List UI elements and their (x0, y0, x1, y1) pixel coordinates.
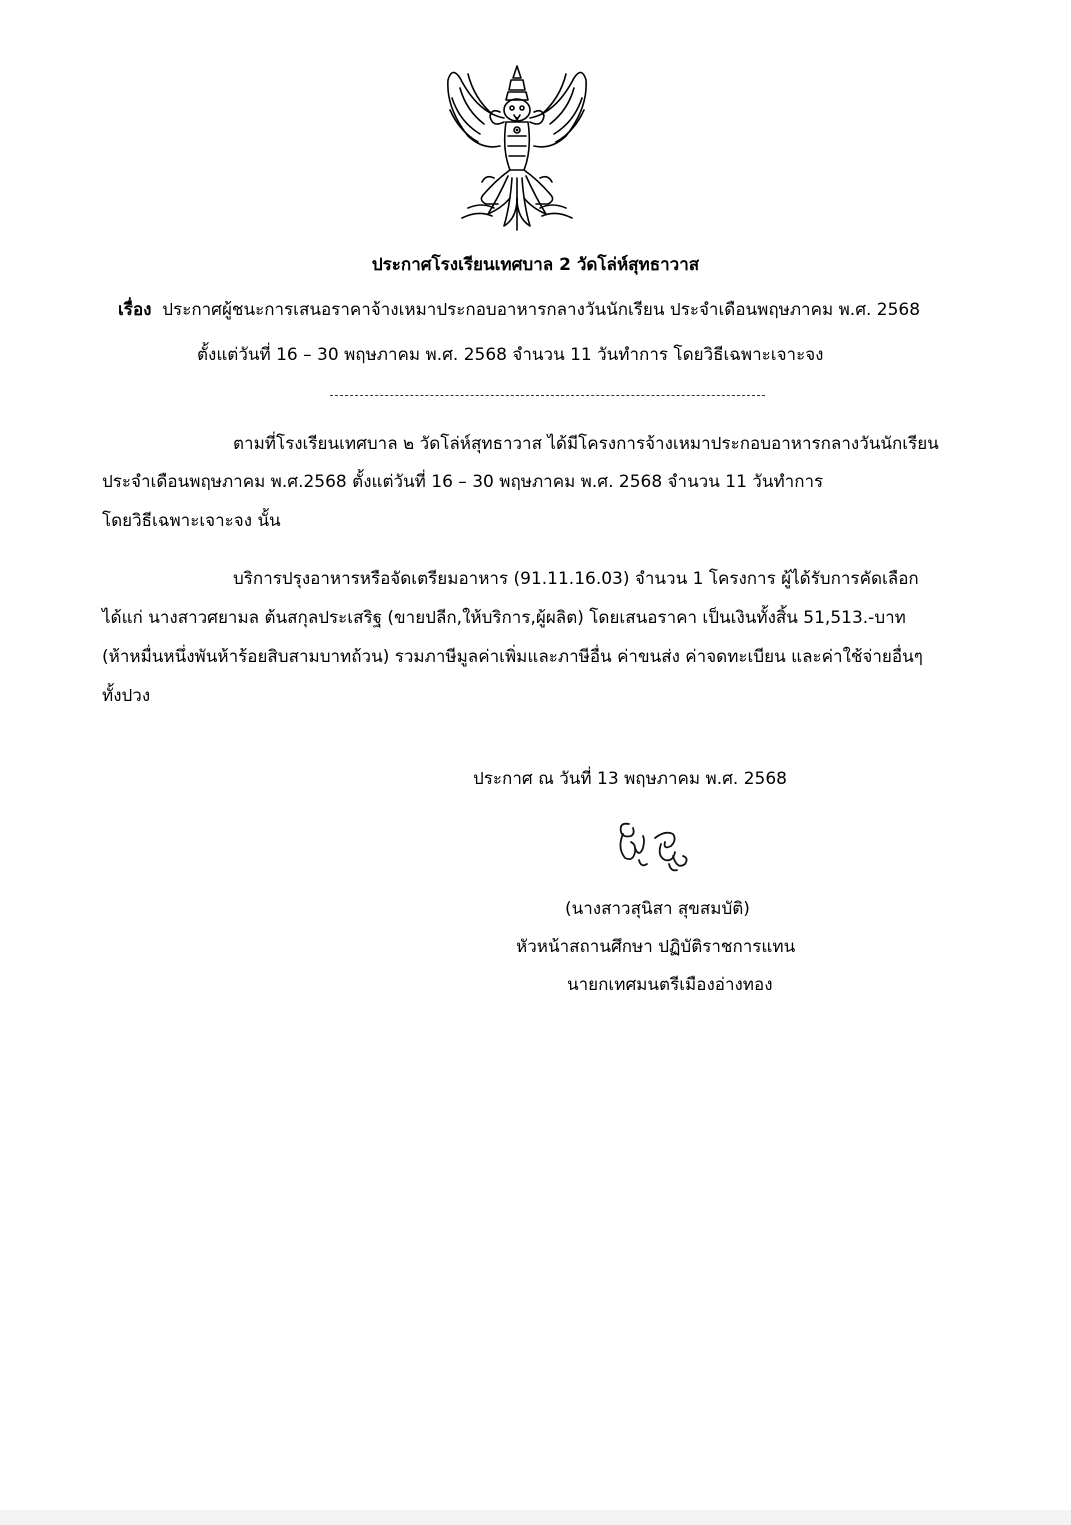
para2-line-4: ทั้งปวง (102, 686, 151, 706)
subject-label: เรื่อง (118, 300, 152, 320)
garuda-emblem-icon (438, 58, 596, 234)
signer-name: (นางสาวสุนิสา สุขสมบัติ) (565, 899, 750, 919)
signer-position-2: นายกเทศมนตรีเมืองอ่างทอง (567, 975, 773, 995)
para2-line-3: (ห้าหมื่นหนึ่งพันห้าร้อยสิบสามบาทถ้วน) รวมภาษีมูลค่าเพิ่มและภาษีอื่น ค่าขนส่ง ค่าจดทะเบียน และค่าใช้จ่ายอื่นๆ (102, 647, 923, 667)
para2-line-1: บริการปรุงอาหารหรือจัดเตรียมอาหาร (91.11.16.03) จำนวน 1 โครงการ ผู้ได้รับการคัดเลือก (233, 569, 919, 589)
para1-line-3: โดยวิธีเฉพาะเจาะจง นั้น (102, 511, 281, 531)
para1-line-2: ประจำเดือนพฤษภาคม พ.ศ.2568 ตั้งแต่วันที่ 16 – 30 พฤษภาคม พ.ศ. 2568 จำนวน 11 วันทำการ (102, 472, 824, 492)
para1-line-1: ตามที่โรงเรียนเทศบาล ๒ วัดโล่ห์สุทธาวาส ได้มีโครงการจ้างเหมาประกอบอาหารกลางวันนักเรียน (233, 434, 939, 454)
signature-image (603, 818, 703, 880)
para2-line-2: ได้แก่ นางสาวศยามล ต้นสกุลประเสริฐ (ขายปลีก,ให้บริการ,ผู้ผลิต) โดยเสนอราคา เป็นเงินทั้งสิ้น 51,513.-บาท (102, 608, 906, 628)
announcement-title: ประกาศโรงเรียนเทศบาล 2 วัดโล่ห์สุทธาวาส (371, 255, 700, 275)
dashed-separator (330, 395, 765, 396)
subject-text-1: ประกาศผู้ชนะการเสนอราคาจ้างเหมาประกอบอาหารกลางวันนักเรียน ประจำเดือนพฤษภาคม พ.ศ. 2568 (162, 300, 921, 320)
announce-date: ประกาศ ณ วันที่ 13 พฤษภาคม พ.ศ. 2568 (473, 769, 787, 789)
signer-position-1: หัวหน้าสถานศึกษา ปฏิบัติราชการแทน (516, 937, 796, 957)
subject-line-1 (118, 298, 920, 322)
page-bottom-edge (0, 1510, 1071, 1525)
subject-line-2: ตั้งแต่วันที่ 16 – 30 พฤษภาคม พ.ศ. 2568 จำนวน 11 วันทำการ โดยวิธีเฉพาะเจาะจง (197, 345, 824, 365)
